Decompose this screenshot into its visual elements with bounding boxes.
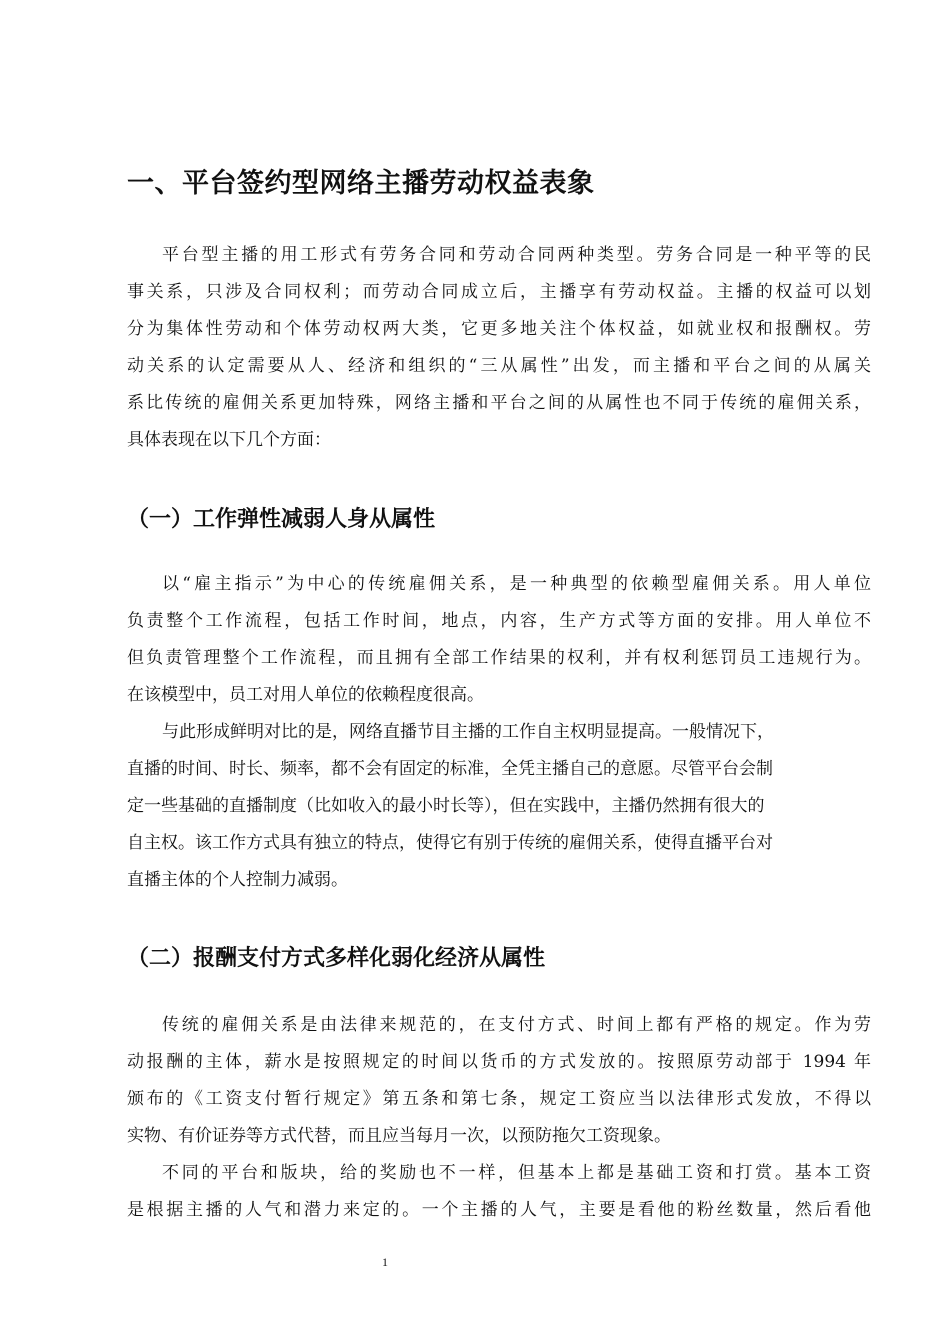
paragraph-line: 不同的平台和版块，给的奖励也不一样，但基本上都是基础工资和打赏。基本工资 <box>162 1163 871 1183</box>
paragraph-line: 是根据主播的人气和潜力来定的。一个主播的人气，主要是看他的粉丝数量，然后看他 <box>127 1200 871 1220</box>
paragraph-line: 颁布的《工资支付暂行规定》第五条和第七条，规定工资应当以法律形式发放，不得以 <box>127 1089 871 1109</box>
paragraph-line: 系比传统的雇佣关系更加特殊，网络主播和平台之间的从属性也不同于传统的雇佣关系， <box>127 393 871 413</box>
section1-paragraph-1 <box>127 566 871 714</box>
paragraph-line: 自主权。该工作方式具有独立的特点，使得它有别于传统的雇佣关系，使得直播平台对 <box>127 833 773 853</box>
paragraph-line: 实物、有价证券等方式代替，而且应当每月一次，以预防拖欠工资现象。 <box>127 1126 671 1146</box>
paragraph-line: 动关系的认定需要从人、经济和组织的“三从属性”出发，而主播和平台之间的从属关 <box>127 356 871 376</box>
paragraph-line: 平台型主播的用工形式有劳务合同和劳动合同两种类型。劳务合同是一种平等的民 <box>162 245 871 265</box>
page-number: 1 <box>382 1255 388 1269</box>
section1-paragraph-2 <box>127 714 871 899</box>
paragraph-line: 但负责管理整个工作流程，而且拥有全部工作结果的权利，并有权利惩罚员工违规行为。 <box>127 648 871 668</box>
paragraph-line: 动报酬的主体，薪水是按照规定的时间以货币的方式发放的。按照原劳动部于 1994 年 <box>127 1052 871 1072</box>
paragraph-line: 传统的雇佣关系是由法律来规范的，在支付方式、时间上都有严格的规定。作为劳 <box>162 1015 871 1035</box>
paragraph-line: 负责整个工作流程，包括工作时间，地点，内容，生产方式等方面的安排。用人单位不 <box>127 611 871 631</box>
intro-paragraph <box>127 237 871 459</box>
paragraph-line: 具体表现在以下几个方面： <box>127 430 331 450</box>
paragraph-line: 直播主体的个人控制力减弱。 <box>127 870 348 890</box>
section-heading-1: （一）工作弹性减弱人身从属性 <box>127 507 436 532</box>
section-heading-2: （二）报酬支付方式多样化弱化经济从属性 <box>127 946 546 971</box>
paragraph-line: 以“雇主指示”为中心的传统雇佣关系，是一种典型的依赖型雇佣关系。用人单位 <box>162 574 871 594</box>
paragraph-line: 事关系，只涉及合同权利；而劳动合同成立后，主播享有劳动权益。主播的权益可以划 <box>127 282 871 302</box>
section2-paragraph-1 <box>127 1007 871 1155</box>
document-title: 一、平台签约型网络主播劳动权益表象 <box>127 168 595 199</box>
paragraph-line: 在该模型中，员工对用人单位的依赖程度很高。 <box>127 685 484 705</box>
paragraph-line: 直播的时间、时长、频率，都不会有固定的标准，全凭主播自己的意愿。尽管平台会制 <box>127 759 773 779</box>
paragraph-line: 定一些基础的直播制度（比如收入的最小时长等），但在实践中，主播仍然拥有很大的 <box>127 796 765 816</box>
section2-paragraph-2 <box>127 1155 871 1229</box>
paragraph-line: 与此形成鲜明对比的是，网络直播节目主播的工作自主权明显提高。一般情况下， <box>162 722 774 742</box>
paragraph-line: 分为集体性劳动和个体劳动权两大类，它更多地关注个体权益，如就业权和报酬权。劳 <box>127 319 871 339</box>
